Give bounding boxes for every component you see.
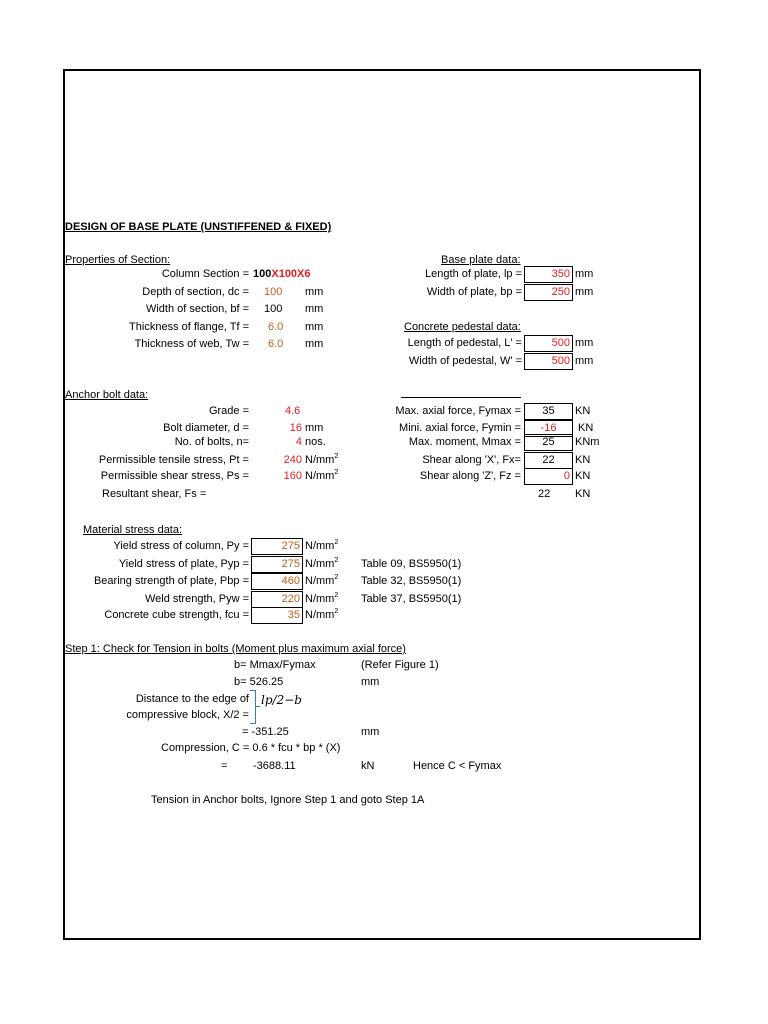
web-unit: mm [305, 338, 324, 350]
bolt-count-unit: nos. [305, 436, 326, 448]
b-unit: mm [361, 676, 380, 688]
mmax-label: Max. moment, Mmax = [408, 436, 521, 448]
depth-label: Depth of section, dc = [142, 286, 249, 298]
py-unit: $N/mm^2$ [305, 539, 339, 552]
x-label-line1: Distance to the edge of [135, 693, 249, 705]
resultant-shear-value: 22 [538, 488, 551, 500]
flange-label: Thickness of flange, Tf = [129, 321, 249, 333]
flange-value: 6.0 [268, 321, 284, 333]
material-heading: Material stress data: [83, 524, 183, 536]
x-value: = -351.25 [242, 726, 289, 738]
depth-unit: mm [305, 286, 324, 298]
bolt-diameter-value: 16 [289, 422, 302, 434]
bolt-count-value: 4 [295, 436, 302, 448]
mmax-input[interactable]: 25 [524, 434, 573, 451]
c-equals: = [221, 760, 228, 772]
forces-divider [401, 397, 521, 398]
pyw-label: Weld strength, Pyw = [144, 593, 249, 605]
fz-input[interactable]: 0 [524, 468, 573, 485]
py-input[interactable]: 275 [251, 538, 303, 555]
web-value: 6.0 [268, 338, 284, 350]
py-label: Yield stress of column, Py = [113, 540, 249, 552]
grade-label: Grade = [208, 405, 249, 417]
pyp-input[interactable]: 275 [251, 556, 303, 573]
b-ref: (Refer Figure 1) [361, 659, 439, 671]
plate-width-input[interactable]: 250 [524, 284, 573, 301]
fymax-label: Max. axial force, Fymax = [395, 405, 521, 417]
pedestal-width-unit: mm [575, 355, 594, 367]
width-unit: mm [305, 303, 324, 315]
width-label: Width of section, bf = [145, 303, 249, 315]
flange-unit: mm [305, 321, 324, 333]
shear-stress-value: 160 [283, 470, 302, 482]
fx-input[interactable]: 22 [524, 452, 573, 469]
fcu-unit: $N/mm^2$ [305, 608, 339, 621]
resultant-shear-unit: KN [575, 488, 591, 500]
tensile-stress-value: 240 [283, 454, 302, 466]
pyw-ref: Table 37, BS5950(1) [361, 593, 462, 605]
pedestal-length-unit: mm [575, 337, 594, 349]
pyw-unit: $N/mm^2$ [305, 592, 339, 605]
bolt-count-label: No. of bolts, n= [174, 436, 249, 448]
page-title: DESIGN OF BASE PLATE (UNSTIFFENED & FIXED) [65, 221, 332, 233]
plate-length-unit: mm [575, 268, 594, 280]
pedestal-width-label: Width of pedestal, W' = [408, 355, 522, 367]
plate-length-input[interactable]: 350 [524, 266, 573, 283]
fymin-label: Mini. axial force, Fymin = [399, 422, 521, 434]
fz-unit: KN [575, 470, 591, 482]
mmax-unit: KNm [575, 436, 600, 448]
width-value: 100 [264, 303, 283, 315]
pbp-label: Bearing strength of plate, Pbp = [93, 575, 249, 587]
pedestal-width-input[interactable]: 500 [524, 353, 573, 370]
x-formula: lp/2−b [261, 693, 302, 707]
fymax-input[interactable]: 35 [524, 403, 573, 420]
web-label: Thickness of web, Tw = [134, 338, 249, 350]
grade-value: 4.6 [285, 405, 301, 417]
fx-label: Shear along 'X', Fx= [422, 454, 521, 466]
fcu-label: Concrete cube strength, fcu = [104, 609, 249, 621]
x-label-line2: compressive block, X/2 = [126, 709, 249, 721]
fx-unit: KN [575, 454, 591, 466]
x-brace-tick [256, 706, 260, 707]
x-unit: mm [361, 726, 380, 738]
pbp-ref: Table 32, BS5950(1) [361, 575, 462, 587]
column-section-label: Column Section = [161, 268, 249, 280]
pbp-input[interactable]: 460 [251, 573, 303, 590]
fymin-input[interactable]: -16 [524, 420, 573, 437]
plate-width-label: Width of plate, bp = [426, 286, 522, 298]
pbp-unit: $N/mm^2$ [305, 574, 339, 587]
step1-heading: Step 1: Check for Tension in bolts (Moment plus maximum axial force) [65, 643, 406, 655]
page-frame [63, 69, 701, 940]
bolt-diameter-label: Bolt diameter, d = [163, 422, 249, 434]
pyp-unit: $N/mm^2$ [305, 557, 339, 570]
base-plate-heading: Base plate data: [441, 254, 521, 266]
pedestal-length-input[interactable]: 500 [524, 335, 573, 352]
x-brace [250, 690, 256, 724]
fcu-input[interactable]: 35 [251, 607, 303, 624]
c-unit: kN [361, 760, 375, 772]
plate-width-unit: mm [575, 286, 594, 298]
pedestal-length-label: Length of pedestal, L' = [407, 337, 522, 349]
depth-value: 100 [264, 286, 283, 298]
pyp-ref: Table 09, BS5950(1) [361, 558, 462, 570]
c-formula: Compression, C = 0.6 * fcu * bp * (X) [161, 742, 341, 754]
anchor-heading: Anchor bolt data: [65, 389, 149, 401]
pyp-label: Yield stress of plate, Pyp = [118, 558, 249, 570]
c-value: -3688.11 [253, 760, 296, 772]
tensile-stress-unit: $N/mm^2$ [305, 453, 339, 466]
bolt-diameter-unit: mm [305, 422, 324, 434]
pedestal-heading: Concrete pedestal data: [404, 321, 521, 333]
section-heading: Properties of Section: [65, 254, 171, 266]
pyw-input[interactable]: 220 [251, 591, 303, 608]
tensile-stress-label: Permissible tensile stress, Pt = [98, 454, 249, 466]
shear-stress-label: Permissible shear stress, Ps = [100, 470, 249, 482]
b-value: b= 526.25 [234, 676, 284, 688]
b-formula: b= Mmax/Fymax [234, 659, 316, 671]
shear-stress-unit: $N/mm^2$ [305, 469, 339, 482]
c-note: Hence C < Fymax [413, 760, 502, 772]
fymin-unit: KN [578, 422, 594, 434]
plate-length-label: Length of plate, lp = [425, 268, 522, 280]
fz-label: Shear along 'Z', Fz = [419, 470, 521, 482]
step1-conclusion: Tension in Anchor bolts, Ignore Step 1 and goto Step 1A [151, 794, 425, 806]
column-section-value: 100X100X6 [253, 268, 311, 280]
fymax-unit: KN [575, 405, 591, 417]
resultant-shear-label: Resultant shear, Fs = [102, 488, 207, 500]
